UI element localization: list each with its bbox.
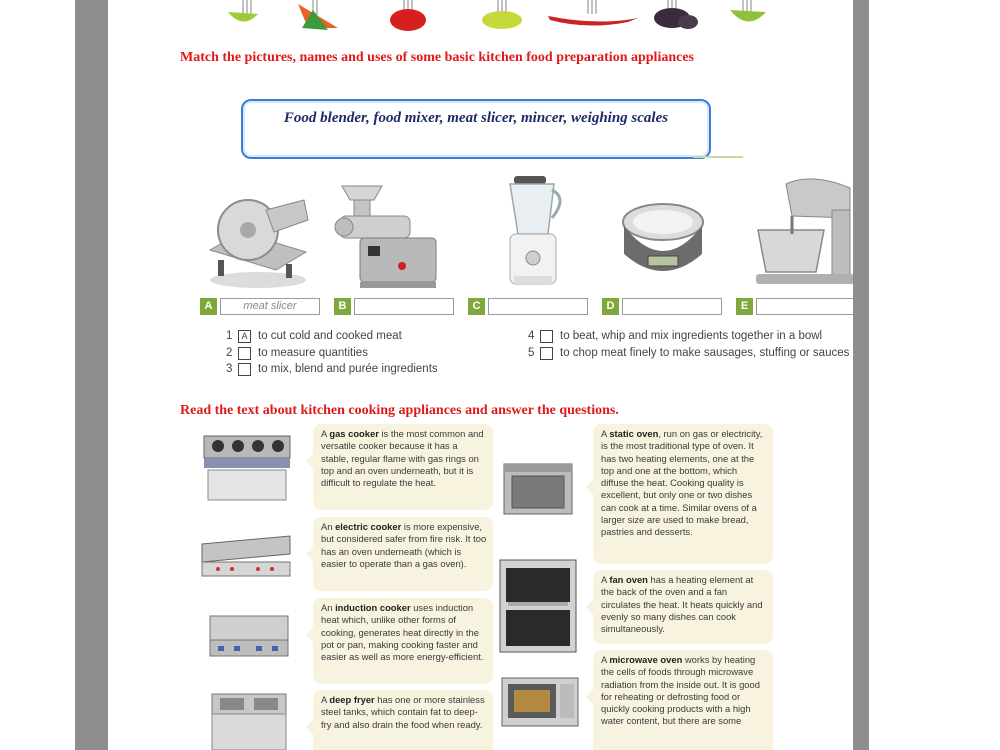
use-checkbox[interactable] — [540, 330, 553, 343]
electric-cooker-card: An electric cooker is more expensive, but considered safer from fire risk. It too has an oven underneath (which is easier to operate than a gas oven). — [313, 517, 493, 591]
word-bank-box — [241, 99, 711, 159]
static-oven-image — [500, 460, 576, 518]
right-gray-band — [853, 0, 869, 750]
answer-field-b[interactable] — [354, 298, 454, 315]
use-item: 5 to chop meat finely to make sausages, stuffing or sauces — [528, 346, 850, 359]
label-letter: B — [334, 298, 351, 315]
matching-task-heading: Match the pictures, names and uses of some basic kitchen food preparation appliances — [180, 50, 695, 65]
answer-field-d[interactable] — [622, 298, 722, 315]
weighing-scales-image — [616, 196, 710, 284]
use-item: 2 to measure quantities — [226, 346, 368, 359]
word-bank-text: Food blender, food mixer, meat slicer, mincer, weighing scales — [283, 110, 669, 126]
gas-cooker-card: A gas cooker is the most common and versatile cooker because it has a stable, regular flame with gas rings on top and an oven underneath, but it is difficult to regulate the heat. — [313, 424, 493, 510]
microwave-oven-image — [500, 676, 580, 728]
worksheet-page — [108, 0, 853, 750]
mincer-image — [330, 182, 440, 294]
label-letter: D — [602, 298, 619, 315]
induction-cooker-image — [204, 612, 294, 662]
food-mixer-image — [752, 170, 853, 292]
left-margin — [0, 0, 108, 750]
label-letter: A — [200, 298, 217, 315]
uses-list-right — [528, 328, 853, 361]
use-item: 1 A to cut cold and cooked meat — [226, 330, 402, 342]
gas-cooker-image — [200, 432, 294, 504]
vegetables-on-forks-decoration — [218, 0, 778, 32]
label-letter: E — [736, 298, 753, 315]
static-oven-card: A static oven, run on gas or electricity, is the most traditional type of oven. It has two heating elements, one at the top and one at the bottom, which diffuse the heat. Cooking quality is excellent, but only one or two dishes can cook at a time. Similar ovens of a larger size are used to make bread, pastries and desserts. — [593, 424, 773, 564]
left-gray-band — [75, 0, 108, 750]
word-bank-underline — [693, 156, 743, 158]
fan-oven-card: A fan oven has a heating element at the back of the oven and a fan circulates the heat. It heats quickly and evenly so many dishes can cook simultaneously. — [593, 570, 773, 644]
reading-task-heading: Read the text about kitchen cooking appliances and answer the questions. — [180, 403, 619, 418]
deep-fryer-image — [206, 690, 292, 750]
induction-cooker-card: An induction cooker uses induction heat which, unlike other forms of cooking, generates heat directly in the pot or pan, making cooking faster and easier as well as more energy-efficient. — [313, 598, 493, 684]
use-checkbox[interactable]: A — [238, 330, 251, 343]
use-checkbox[interactable] — [540, 347, 553, 360]
microwave-oven-card: A microwave oven works by heating the cells of foods through microwave radiation from the inside out. It is good for reheating or defrosting food or quickly cooking products with a high water content, but there are some — [593, 650, 773, 750]
electric-cooker-image — [198, 530, 294, 580]
answer-field-a[interactable]: meat slicer — [220, 298, 320, 315]
deep-fryer-card: A deep fryer has one or more stainless steel tanks, which contain fat to deep-fry and also drain the food when ready. — [313, 690, 493, 750]
use-checkbox[interactable] — [238, 363, 251, 376]
answer-field-e[interactable] — [756, 298, 853, 315]
use-item: 4 to beat, whip and mix ingredients together in a bowl — [528, 330, 823, 342]
right-margin — [853, 0, 1000, 750]
use-item: 3 to mix, blend and purée ingredients — [226, 363, 438, 375]
uses-list-left — [226, 328, 438, 378]
food-blender-image — [496, 172, 570, 292]
fan-oven-image — [498, 558, 578, 654]
label-letter: C — [468, 298, 485, 315]
appliance-label-row — [200, 298, 853, 318]
answer-field-c[interactable] — [488, 298, 588, 315]
meat-slicer-image — [196, 180, 320, 292]
use-checkbox[interactable] — [238, 347, 251, 360]
